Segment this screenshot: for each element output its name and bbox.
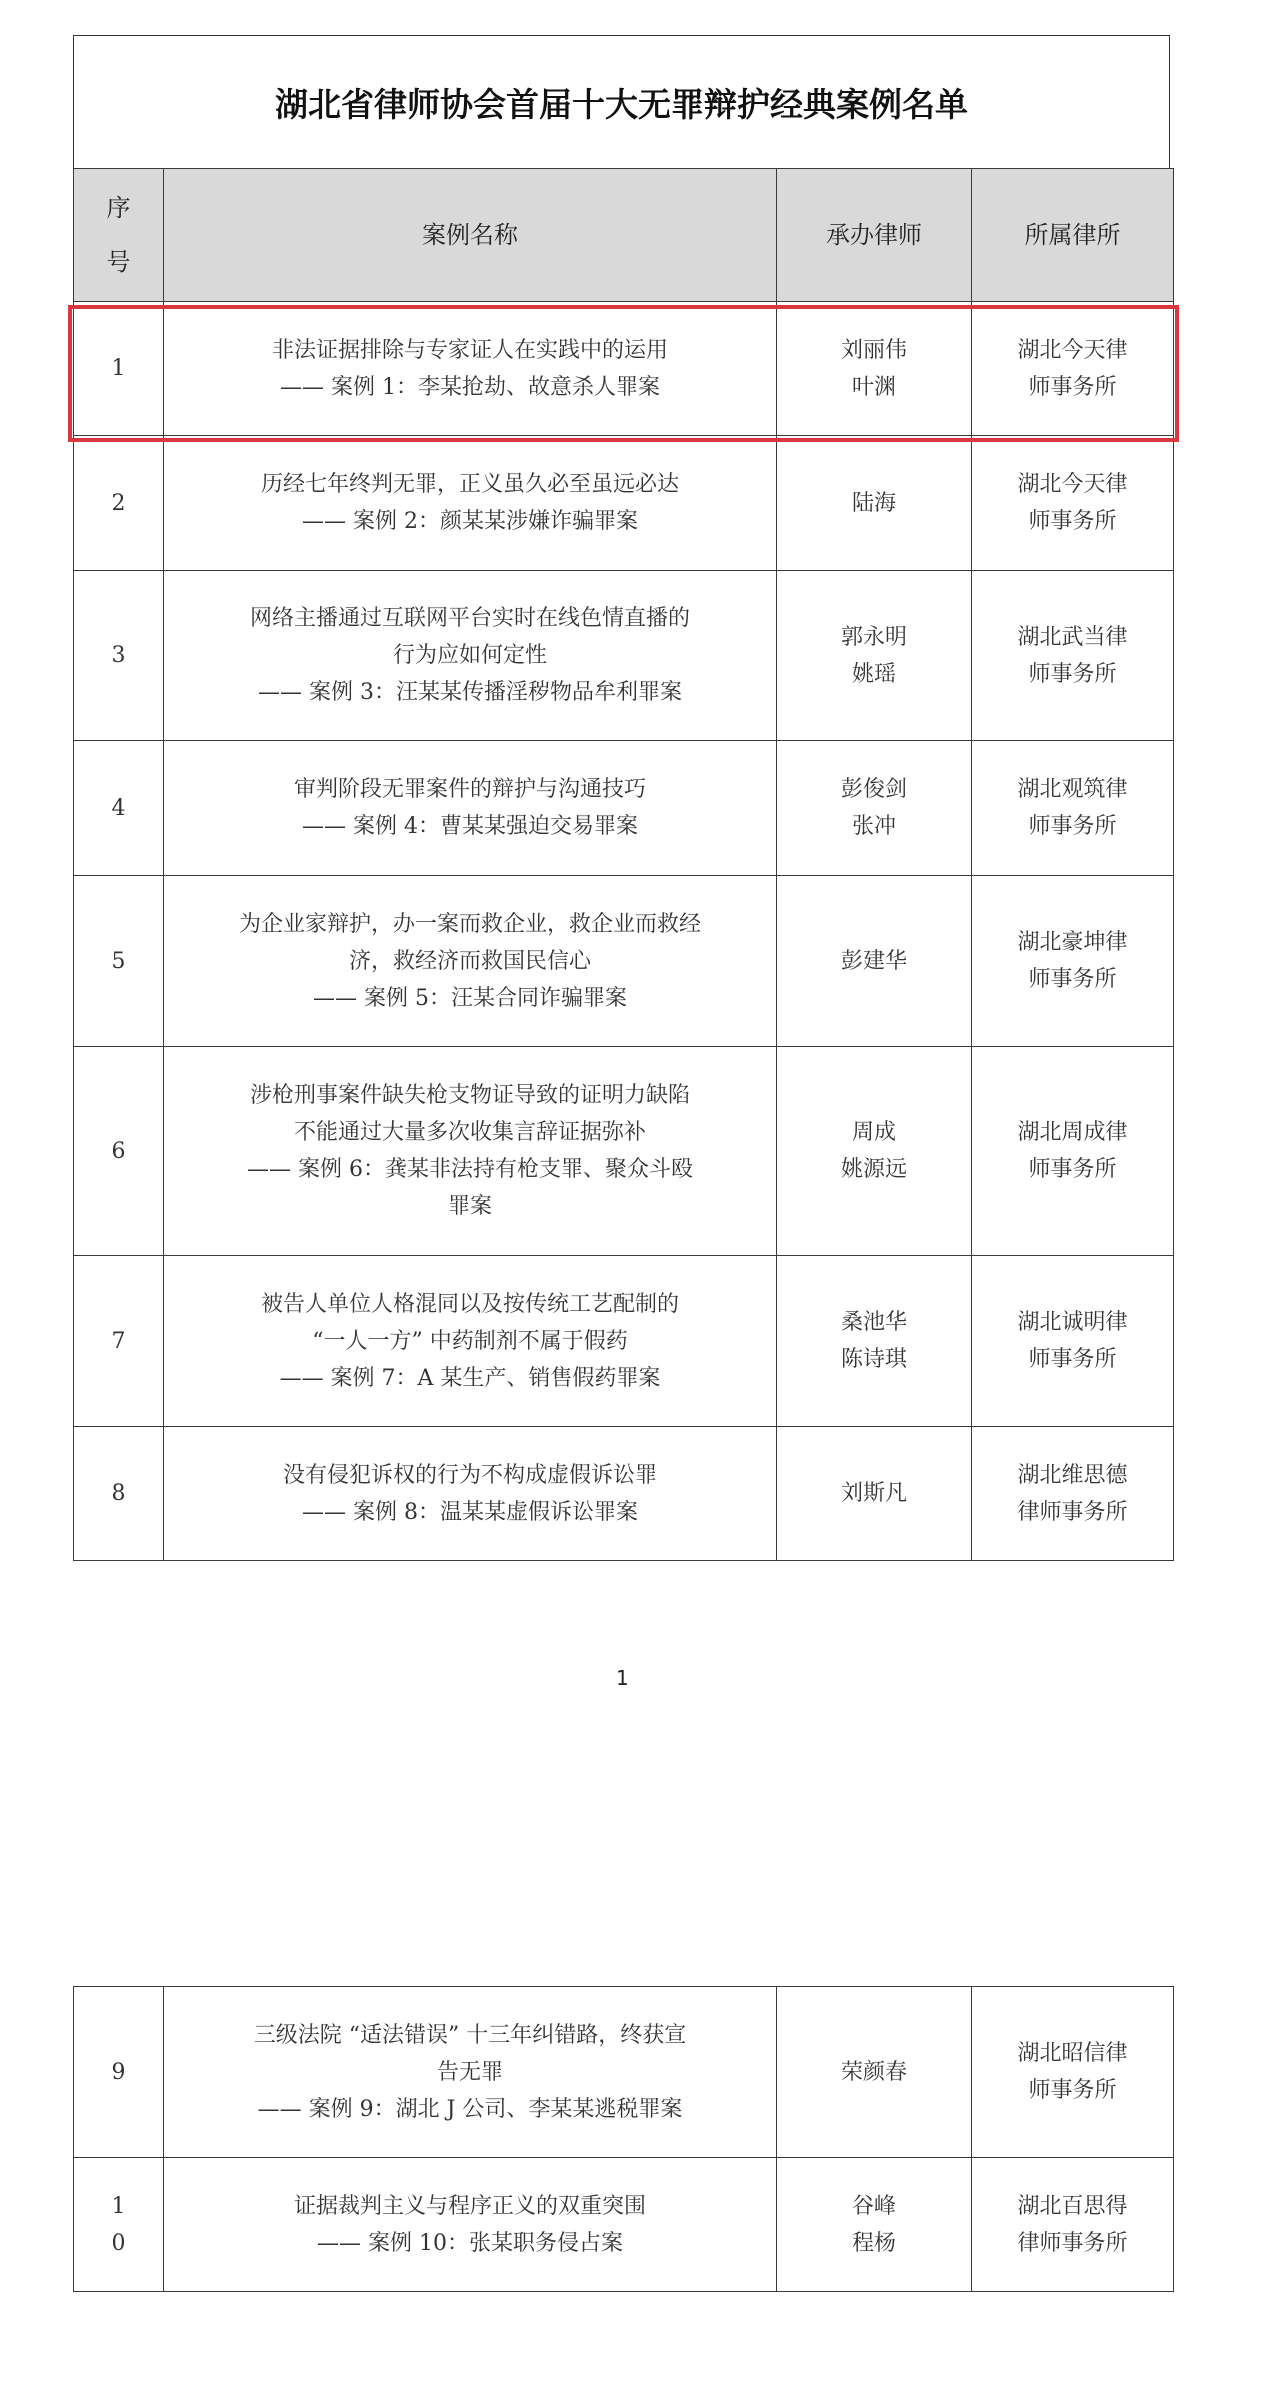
row-number-cell [74,1987,164,2158]
row-number-line: 3 [111,643,126,668]
firm-cell [972,2158,1174,2292]
row-number-cell [74,1047,164,1256]
firm-line: 湖北百思得 [1017,2193,1128,2219]
firm-cell [972,1987,1174,2158]
lawyer-line: 姚源远 [840,1157,907,1182]
case-table-page-2 [73,1986,1174,2292]
firm-cell [972,571,1174,741]
header-no [74,169,164,302]
row-number-line: 7 [111,1328,126,1354]
firm-line: 律师事务所 [1017,2230,1128,2256]
table-body [74,302,1174,1561]
firm-line: 湖北今天律 [1017,472,1128,497]
lawyer-line: 张冲 [851,814,896,839]
case-name-line: —— 案例 10：张某职务侵占案 [317,2230,623,2256]
case-name-line: 网络主播通过互联网平台实时在线色情直播的 [249,606,690,631]
firm-line: 湖北维思德 [1017,1462,1128,1488]
row-number-line: 5 [111,948,126,974]
row-number-line: 4 [111,795,126,821]
row-number-line: 0 [111,2230,126,2256]
case-name-cell [164,571,777,741]
firm-line: 师事务所 [1028,2078,1117,2103]
firm-cell [972,1256,1174,1427]
firm-cell [972,436,1174,571]
document-title: 湖北省律师协会首届十大无罪辩护经典案例名单 [275,85,968,124]
lawyer-line: 荣颜春 [840,2059,907,2085]
case-name-cell [164,741,777,876]
table-row [74,1987,1174,2158]
lawyer-line: 谷峰 [851,2193,896,2219]
table-row [74,876,1174,1047]
lawyer-cell [777,741,972,876]
lawyer-line: 程杨 [851,2230,896,2256]
lawyer-line: 彭俊剑 [840,777,907,802]
case-name-line: —— 案例 5：汪某合同诈骗罪案 [313,985,627,1011]
case-name-cell [164,1987,777,2158]
lawyer-line: 彭建华 [840,948,907,974]
lawyer-line: 陈诗琪 [840,1347,907,1372]
row-number-line: 8 [111,1481,126,1506]
lawyer-line: 周成 [851,1120,896,1145]
row-number-cell [74,876,164,1047]
table-row [74,571,1174,741]
lawyer-cell [777,1256,972,1427]
row-number-cell [74,741,164,876]
table-body [74,1987,1174,2292]
lawyer-cell [777,571,972,741]
case-name-cell [164,302,777,436]
case-name-line: 济，救经济而救国民信心 [348,948,591,974]
row-number-line: 2 [111,490,126,516]
header-lawyer: 承办律师 [777,169,972,302]
case-name-line: 行为应如何定性 [392,643,547,668]
table-row [74,436,1174,571]
table-row [74,302,1174,436]
table-row [74,741,1174,876]
firm-line: 律师事务所 [1017,1499,1128,1525]
case-name-line: 告无罪 [436,2059,503,2085]
lawyer-line: 刘丽伟 [840,337,907,363]
lawyer-line: 刘斯凡 [840,1481,907,1506]
lawyer-line: 桑池华 [840,1310,907,1335]
firm-line: 湖北武当律 [1017,624,1128,650]
table-row [74,1427,1174,1561]
case-name-line: —— 案例 4：曹某某强迫交易罪案 [302,814,638,839]
firm-line: 湖北诚明律 [1017,1310,1128,1335]
firm-line: 师事务所 [1028,509,1117,534]
case-name-line: 不能通过大量多次收集言辞证据弥补 [293,1120,646,1145]
case-name-cell [164,436,777,571]
header-case-name: 案例名称 [164,169,777,302]
lawyer-cell [777,1987,972,2158]
table-header-row [74,169,1174,302]
case-name-cell [164,1256,777,1427]
header-no-char: 序 [106,194,131,222]
case-name-line: —— 案例 3：汪某某传播淫秽物品牟利罪案 [258,680,682,705]
row-number-line: 1 [111,2193,126,2219]
firm-cell [972,1047,1174,1256]
firm-cell [972,741,1174,876]
table-row [74,2158,1174,2292]
row-number-line: 9 [111,2059,126,2085]
lawyer-cell [777,436,972,571]
lawyer-line: 陆海 [851,490,896,516]
case-name-cell [164,1427,777,1561]
lawyer-cell [777,876,972,1047]
lawyer-line: 姚瑶 [851,661,896,687]
case-name-line: 证据裁判主义与程序正义的双重突围 [293,2193,646,2219]
case-name-line: —— 案例 7：A 某生产、销售假药罪案 [279,1365,661,1391]
firm-line: 师事务所 [1028,661,1117,687]
case-name-cell [164,2158,777,2292]
case-name-line: 历经七年终判无罪，正义虽久必至虽远必达 [260,472,679,497]
lawyer-cell [777,302,972,436]
firm-line: 湖北观筑律 [1017,777,1128,802]
firm-line: 湖北周成律 [1017,1120,1128,1145]
case-name-line: —— 案例 6：龚某非法持有枪支罪、聚众斗殴 [247,1157,693,1182]
firm-cell [972,876,1174,1047]
table-row [74,1047,1174,1256]
case-name-line: —— 案例 2：颜某某涉嫌诈骗罪案 [302,509,638,534]
case-name-line: 没有侵犯诉权的行为不构成虚假诉讼罪 [282,1462,657,1488]
lawyer-cell [777,2158,972,2292]
lawyer-line: 叶渊 [851,374,896,400]
case-name-line: 非法证据排除与专家证人在实践中的运用 [271,337,668,363]
table-row [74,1256,1174,1427]
case-name-cell [164,1047,777,1256]
row-number-cell [74,1256,164,1427]
case-name-line: —— 案例 1：李某抢劫、故意杀人罪案 [280,374,660,400]
case-name-line: 罪案 [447,1194,492,1219]
case-name-line: 为企业家辩护，办一案而救企业，救企业而救经 [238,911,701,937]
case-name-line: 被告人单位人格混同以及按传统工艺配制的 [260,1291,679,1317]
firm-line: 师事务所 [1028,1157,1117,1182]
page-number: 1 [616,1666,629,1690]
row-number-cell [74,1427,164,1561]
header-no-char: 号 [106,248,131,276]
firm-line: 湖北昭信律 [1017,2041,1128,2066]
case-name-line: 审判阶段无罪案件的辩护与沟通技巧 [293,777,646,802]
lawyer-line: 郭永明 [840,624,907,650]
case-name-line: —— 案例 9：湖北 J 公司、李某某逃税罪案 [257,2096,683,2122]
lawyer-cell [777,1427,972,1561]
row-number-cell [74,2158,164,2292]
row-number-cell [74,571,164,741]
row-number-line: 1 [111,356,126,381]
firm-line: 师事务所 [1028,374,1117,400]
case-name-line: “一人一方” 中药制剂不属于假药 [312,1328,628,1354]
case-name-line: 三级法院 “适法错误” 十三年纠错路，终获宣 [253,2022,687,2048]
lawyer-cell [777,1047,972,1256]
firm-line: 师事务所 [1028,967,1117,992]
firm-cell [972,1427,1174,1561]
case-name-cell [164,876,777,1047]
firm-line: 师事务所 [1028,814,1117,839]
case-name-line: 涉枪刑事案件缺失枪支物证导致的证明力缺陷 [249,1083,690,1108]
firm-line: 湖北豪坤律 [1017,930,1128,955]
case-name-line: —— 案例 8：温某某虚假诉讼罪案 [302,1499,638,1525]
firm-cell [972,302,1174,436]
firm-line: 湖北今天律 [1017,337,1128,363]
case-table [73,168,1174,1561]
row-number-line: 6 [111,1138,126,1164]
row-number-cell [74,302,164,436]
title-box [73,35,1170,169]
row-number-cell [74,436,164,571]
firm-line: 师事务所 [1028,1347,1117,1372]
header-firm: 所属律所 [972,169,1174,302]
